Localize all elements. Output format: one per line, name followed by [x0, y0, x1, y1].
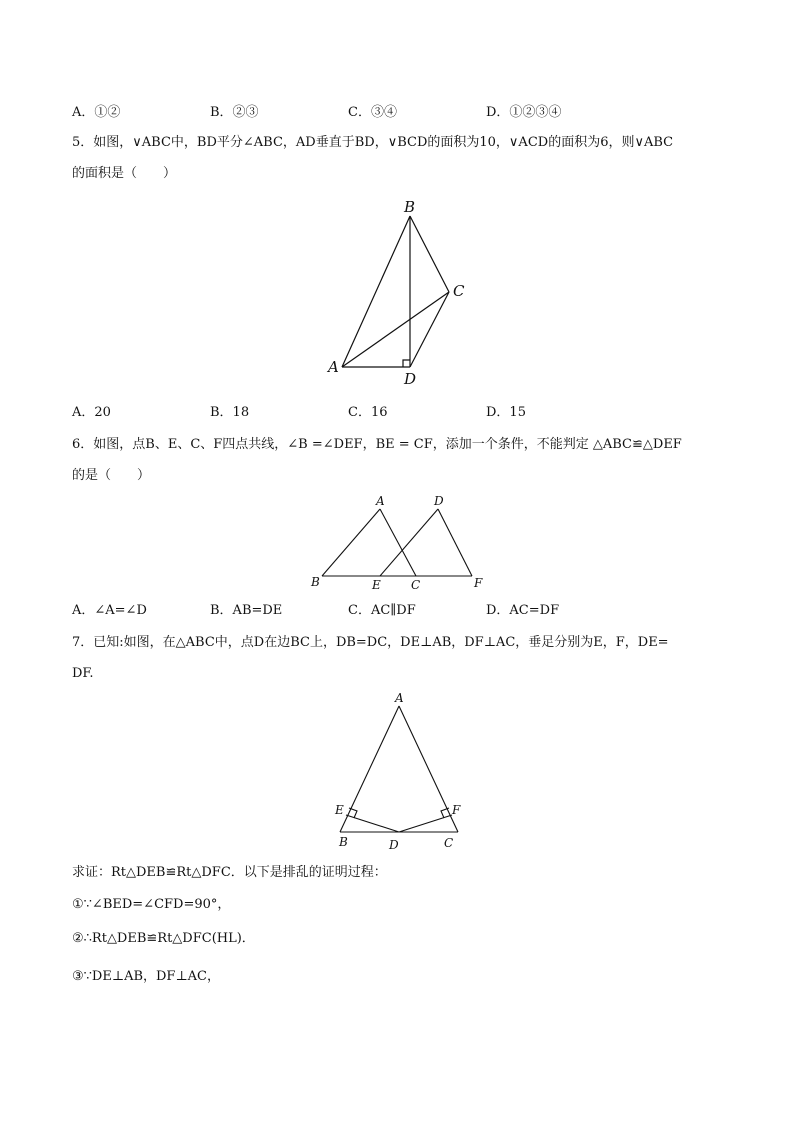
q7-prove-statement: 求证：Rt△DEB≌Rt△DFC．以下是排乱的证明过程： [72, 865, 387, 880]
q6-option-a: A．∠A=∠D [72, 603, 147, 618]
q6-question-line2: 的是（ ） [72, 468, 151, 483]
label-e: E [335, 803, 344, 817]
q5-option-d: D．15 [486, 405, 526, 420]
label-d: D [389, 838, 399, 852]
q4-option-d: D．①②③④ [486, 105, 562, 120]
q5-question-line2: 的面积是（ ） [72, 166, 177, 181]
q4-option-c: C．③④ [348, 105, 397, 120]
segment-ac [399, 706, 458, 832]
q5-option-c: C．16 [348, 405, 388, 420]
label-c: C [444, 836, 454, 850]
q7-step-2: ②∴Rt△DEB≌Rt△DFC(HL)． [72, 931, 255, 946]
q6-option-c: C．AC∥DF [348, 603, 416, 618]
q7-step-1: ①∵∠BED=∠CFD=90°， [72, 897, 231, 912]
q6-option-d: D．AC=DF [486, 603, 560, 618]
label-b: B [311, 575, 320, 589]
segment-ab [340, 706, 399, 832]
label-a: A [395, 691, 404, 705]
q4-option-b: B．②③ [210, 105, 259, 120]
q6-option-b: B．AB=DE [210, 603, 283, 618]
label-b: B [404, 198, 416, 216]
label-c: C [453, 282, 465, 300]
label-a: A [328, 358, 339, 376]
q6-question-line1: 6．如图，点B、E、C、F四点共线，∠B =∠DEF，BE = CF，添加一个条件，不能判定 △ABC≌△DEF [72, 437, 682, 452]
q5-option-a: A．20 [72, 405, 111, 420]
label-d: D [434, 494, 444, 508]
q7-question-line1: 7．已知:如图，在△ABC中，点D在边BC上，DB=DC，DE⊥AB，DF⊥AC，垂足分别为E，F，DE= [72, 635, 669, 650]
label-f: F [452, 803, 461, 817]
q4-option-a: A．①② [72, 105, 121, 120]
q5-question-line1: 5．如图，∨ABC中，BD平分∠ABC，AD垂直于BD，∨BCD的面积为10，∨ACD的面积为6，则∨ABC [72, 135, 674, 150]
q5-option-b: B．18 [210, 405, 250, 420]
q7-question-line2: DF. [72, 666, 94, 681]
label-b: B [339, 835, 348, 849]
label-f: F [474, 576, 483, 590]
label-a: A [376, 494, 385, 508]
label-e: E [372, 578, 381, 592]
label-c: C [411, 578, 421, 592]
label-d: D [404, 370, 417, 388]
q7-step-3: ③∵DE⊥AB，DF⊥AC， [72, 969, 221, 984]
